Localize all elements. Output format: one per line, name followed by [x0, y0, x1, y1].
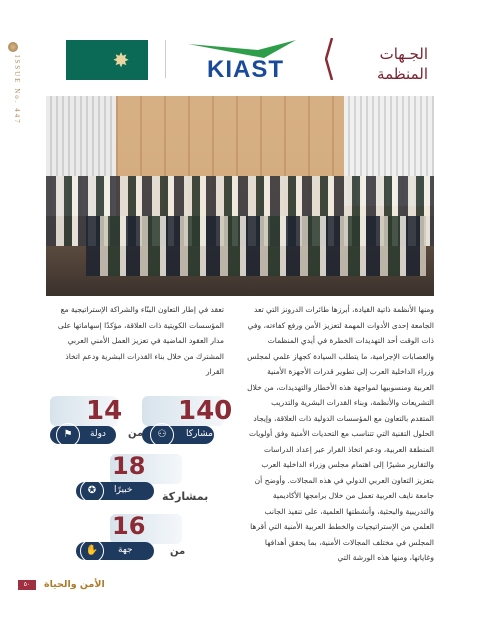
- article-right-column: ومنها الأنظمة ذاتية القيادة، أبرزها طائرات الدرونز التي تعد الجامعة إحدى الأدوات المهمة لتعزيز الأمن ورفع كفاءته، وفي ذات الوقت أحد التهديدات الخطرة في أيدي المنظمات والعصابات الإجرامية، ما يتطلب السيادة كجهاز علمي لمجلس وزراء الداخلية العرب إلى تطوير قدرات الأجهزة الأمنية العربية ومنسوبيها لمواجهة هذه الأخطار والتهديدات، من خلال التشريعات والأنظمة، وبناء القدرات البشرية والتدريب المتقدم بالتعاون مع المؤسسات الدولية ذات العلاقة، وإيجاد الحلول التقنية التي تتناسب مع التحديات الأمنية وفق أولويات المنطقة العربية، ودعم اتخاذ القرار عبر إعداد الدراسات والتقارير مشيرًا إلى اهتمام مجلس وزراء الداخلية العرب بتعزيز التعاون العربي الدولي في هذه المجالات. وأوضح أن جامعة نايف العربية تعمل من خلال برامجها الأكاديمية والتدريبية والبحثية، وأنشطتها العلمية، على تنفيذ الجانب العلمي من الإستراتيجيات والخطط العربية الأمنية التي أقرها المجلس في مختلف المجالات الأمنية، بما يحقق أهدافها وغاياتها، ومنها هذه الورشة التي: [247, 305, 434, 562]
- magazine-brand: الأمن والحياة: [44, 579, 105, 590]
- entities-label: جهة: [118, 545, 133, 555]
- star-emblem-icon: ✸: [112, 48, 130, 72]
- experts-label: خبيرًا: [114, 485, 133, 495]
- participants-value: 140: [178, 396, 233, 426]
- from-word: من: [128, 428, 144, 439]
- partner-logo: [66, 40, 148, 80]
- with-participation: بمشاركة: [162, 490, 209, 503]
- experts-value: 18: [112, 452, 146, 480]
- flag-icon: ⚑: [56, 423, 80, 447]
- participants-label: مشاركا: [186, 429, 213, 439]
- handshake-icon: ✋: [80, 539, 104, 563]
- entities-value: 16: [112, 512, 146, 540]
- section-title: [328, 44, 428, 84]
- kiast-logo-text: KIAST: [207, 56, 284, 83]
- photo-front-row: [86, 216, 426, 276]
- title-line-1: الجـهات: [379, 45, 428, 63]
- article-left-column: تعقد في إطار التعاون البنّاء والشراكة الإستراتيجية مع المؤسسات الكويتية ذات العلاقة، مؤكدًا إسهاماتها على مدار العقود الماضية في تعزيز العمل الأمني العربي المشترك من خلال بناء القدرات البشرية ودعم اتخاذ القرار: [57, 305, 224, 376]
- issue-emblem-icon: [8, 42, 18, 52]
- divider: [165, 40, 166, 78]
- conference-photo: [46, 96, 434, 296]
- issue-number: ISSUE No. 447: [13, 55, 21, 125]
- page-number: ٥٠: [18, 580, 36, 590]
- from-word-2: من: [170, 546, 186, 557]
- expert-icon: ✪: [80, 479, 104, 503]
- title-line-2: المنظمة: [377, 65, 428, 83]
- stats-infographic: [46, 392, 233, 572]
- group-icon: ⚇: [150, 423, 174, 447]
- countries-value: 14: [86, 396, 123, 426]
- countries-label: دولة: [90, 429, 106, 439]
